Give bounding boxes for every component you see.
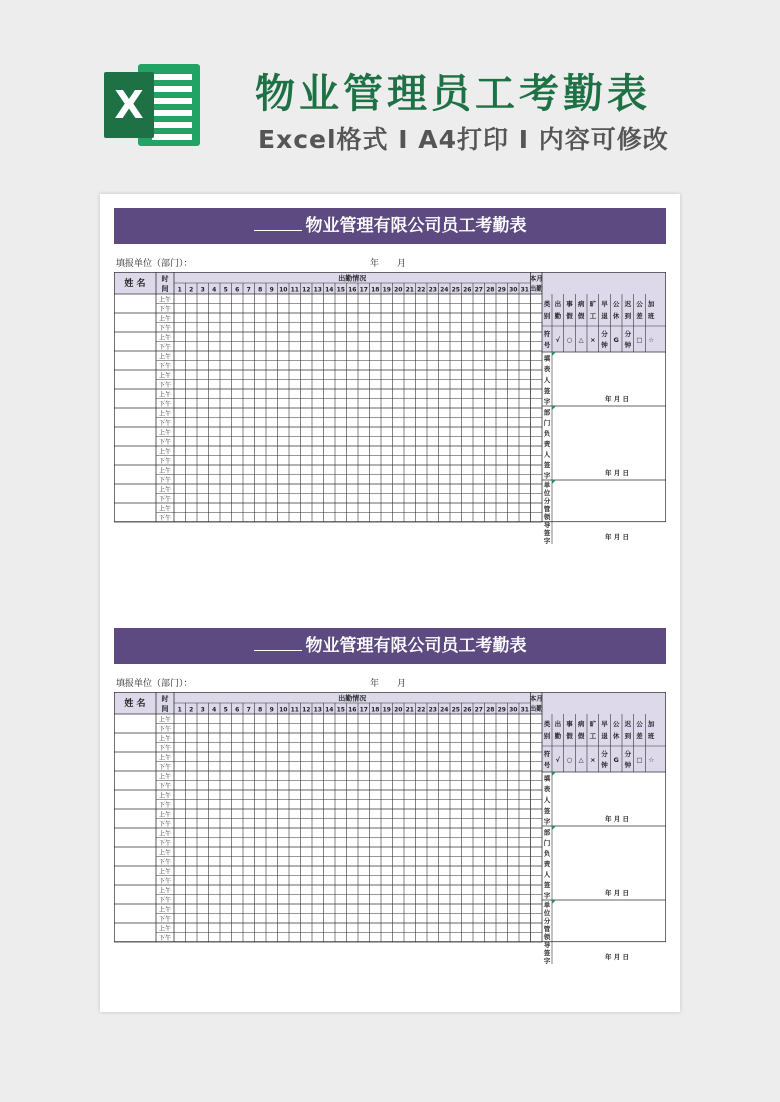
attendance-header: 出勤情况 <box>338 274 367 283</box>
symbol-label: 号 <box>543 341 551 349</box>
sign-label-char: 责 <box>543 440 551 448</box>
attendance-symbol: 分 <box>624 330 632 338</box>
day-number: 3 <box>200 286 205 294</box>
category-name: 勤 <box>554 732 562 740</box>
sign-label-char: 领 <box>543 513 551 521</box>
page-title: 物业管理员工考勤表 <box>255 71 651 117</box>
category-name: 到 <box>624 732 632 740</box>
day-number: 6 <box>235 286 240 294</box>
sign-label-char: 位 <box>543 489 551 497</box>
day-number: 20 <box>394 286 403 294</box>
sign-date: 年 月 日 <box>604 953 630 961</box>
day-number: 24 <box>440 286 449 294</box>
day-number: 21 <box>405 286 414 294</box>
attendance-symbol: △ <box>578 336 584 344</box>
category-name: 差 <box>636 312 643 320</box>
am-label: 上午 <box>158 296 172 304</box>
sign-label-char: 责 <box>543 860 551 868</box>
category-name: 旷 <box>589 300 597 308</box>
day-number: 17 <box>359 706 368 714</box>
day-number: 26 <box>463 706 472 714</box>
sign-label-char: 单 <box>543 481 551 489</box>
attendance-sheet <box>114 208 666 584</box>
category-name: 早 <box>601 300 608 308</box>
day-number: 5 <box>223 286 228 294</box>
category-name: 休 <box>612 312 620 320</box>
am-label: 上午 <box>158 334 172 342</box>
am-label: 上午 <box>158 315 172 323</box>
sign-label-char: 人 <box>543 450 551 459</box>
sign-label-char: 签 <box>543 529 551 537</box>
pm-label: 下午 <box>158 477 172 484</box>
am-label: 上午 <box>158 353 172 361</box>
day-number: 25 <box>451 286 460 294</box>
am-label: 上午 <box>158 849 172 857</box>
am-label: 上午 <box>158 505 172 513</box>
attendance-symbol: □ <box>636 336 643 344</box>
category-name: 加 <box>647 720 655 728</box>
sign-date: 年 月 日 <box>604 533 630 541</box>
pm-label: 下午 <box>158 401 172 408</box>
am-label: 上午 <box>158 735 172 743</box>
day-number: 1 <box>177 706 182 714</box>
name-header: 姓 名 <box>124 699 146 709</box>
category-name: 事 <box>566 720 573 728</box>
month-header: 出勤 <box>529 284 543 293</box>
day-number: 4 <box>212 706 217 714</box>
category-name: 病 <box>577 300 585 308</box>
attendance-symbol: √ <box>555 756 561 764</box>
day-number: 13 <box>313 706 322 714</box>
sign-label-char: 字 <box>543 817 551 826</box>
sheet-title-text: 物业管理有限公司员工考勤表 <box>305 216 527 236</box>
sign-label-char: 单 <box>543 901 551 909</box>
day-number: 7 <box>246 706 251 714</box>
pm-label: 下午 <box>158 439 172 446</box>
attendance-symbol: 分 <box>601 330 608 338</box>
category-name: 到 <box>624 312 632 320</box>
cell-flag-icon <box>552 406 556 410</box>
year-month-label: 年 月 <box>370 679 407 689</box>
am-label: 上午 <box>158 391 172 399</box>
attendance-symbol: × <box>590 336 596 344</box>
symbol-label: 号 <box>543 761 551 769</box>
attendance-symbol: ○ <box>566 756 573 764</box>
sign-label-char: 导 <box>543 521 551 529</box>
pm-label: 下午 <box>158 897 172 904</box>
pm-label: 下午 <box>158 802 172 809</box>
sign-label-char: 字 <box>543 471 551 480</box>
logo-letter: X <box>114 83 144 127</box>
day-number: 23 <box>428 706 437 714</box>
category-name: 差 <box>636 732 643 740</box>
day-number: 9 <box>269 286 274 294</box>
day-number: 31 <box>520 286 529 294</box>
day-number: 25 <box>451 706 460 714</box>
attendance-symbol: 钟 <box>624 761 632 769</box>
day-number: 26 <box>463 286 472 294</box>
attendance-symbol: 分 <box>601 750 608 758</box>
pm-label: 下午 <box>158 821 172 828</box>
day-number: 7 <box>246 286 251 294</box>
pm-label: 下午 <box>158 859 172 866</box>
category-name: 假 <box>566 312 573 320</box>
year-month-label: 年 月 <box>370 259 407 269</box>
day-number: 6 <box>235 706 240 714</box>
day-number: 8 <box>258 286 263 294</box>
category-name: 公 <box>636 300 643 308</box>
unit-label: 填报单位（部门）： <box>116 679 193 689</box>
category-name: 退 <box>601 312 608 320</box>
day-number: 17 <box>359 286 368 294</box>
sign-label-char: 负 <box>543 849 551 858</box>
day-number: 23 <box>428 286 437 294</box>
attendance-symbol: 钟 <box>601 761 608 769</box>
sheet-title-text: 物业管理有限公司员工考勤表 <box>305 636 527 656</box>
sign-label-char: 位 <box>543 909 551 917</box>
sign-label-char: 门 <box>543 838 551 847</box>
sign-label-char: 签 <box>543 881 551 890</box>
category-name: 加 <box>647 300 655 308</box>
category-name: 退 <box>601 732 608 740</box>
pm-label: 下午 <box>158 306 172 313</box>
cell-flag-icon <box>552 480 556 484</box>
day-number: 24 <box>440 706 449 714</box>
day-number: 29 <box>497 286 506 294</box>
title-blank <box>254 216 302 231</box>
pm-label: 下午 <box>158 458 172 465</box>
time-header: 时 <box>161 695 169 703</box>
day-number: 20 <box>394 706 403 714</box>
day-number: 14 <box>325 286 334 294</box>
attendance-grid <box>114 272 666 584</box>
cell-flag-icon <box>552 826 556 830</box>
day-number: 30 <box>509 706 518 714</box>
sign-label-char: 表 <box>543 365 551 374</box>
category-name: 事 <box>566 300 573 308</box>
category-label: 别 <box>543 732 551 740</box>
am-label: 上午 <box>158 486 172 494</box>
pm-label: 下午 <box>158 916 172 923</box>
sign-label-char: 负 <box>543 429 551 438</box>
pm-label: 下午 <box>158 363 172 370</box>
am-label: 上午 <box>158 754 172 762</box>
cell-flag-icon <box>552 772 556 776</box>
pm-label: 下午 <box>158 783 172 790</box>
sign-date: 年 月 日 <box>604 469 630 477</box>
category-name: 出 <box>554 300 562 308</box>
attendance-symbol: ☆ <box>648 336 655 344</box>
day-number: 16 <box>348 706 357 714</box>
symbol-label: 符 <box>543 330 551 338</box>
day-number: 19 <box>382 286 391 294</box>
day-number: 14 <box>325 706 334 714</box>
cell-flag-icon <box>552 900 556 904</box>
am-label: 上午 <box>158 716 172 724</box>
pm-label: 下午 <box>158 325 172 332</box>
sign-label-char: 签 <box>543 461 551 470</box>
day-number: 19 <box>382 706 391 714</box>
attendance-symbol: 钟 <box>601 341 608 349</box>
day-number: 10 <box>279 706 288 714</box>
day-number: 28 <box>486 286 495 294</box>
sign-label-char: 字 <box>543 537 551 545</box>
sign-label-char: 人 <box>543 376 551 384</box>
category-name: 工 <box>589 732 597 740</box>
day-number: 12 <box>302 286 311 294</box>
sign-date: 年 月 日 <box>604 815 630 823</box>
day-number: 18 <box>371 286 380 294</box>
day-number: 31 <box>520 706 529 714</box>
attendance-symbol: 分 <box>624 750 632 758</box>
sign-label-char: 字 <box>543 397 551 406</box>
day-number: 9 <box>269 706 274 714</box>
sign-label-char: 人 <box>543 796 551 804</box>
day-number: 22 <box>417 286 426 294</box>
page-subtitle: Excel格式 I A4打印 I 内容可修改 <box>258 125 669 154</box>
am-label: 上午 <box>158 830 172 838</box>
day-number: 27 <box>474 286 483 294</box>
pm-label: 下午 <box>158 382 172 389</box>
pm-label: 下午 <box>158 420 172 427</box>
am-label: 上午 <box>158 925 172 933</box>
attendance-symbol: ○ <box>566 336 573 344</box>
attendance-sheet <box>114 628 666 1004</box>
sign-label-char: 分 <box>543 917 551 925</box>
sign-label-char: 管 <box>543 925 551 933</box>
day-number: 5 <box>223 706 228 714</box>
day-number: 2 <box>189 706 194 714</box>
sheet-title <box>114 208 666 244</box>
month-header: 本月 <box>529 694 543 703</box>
am-label: 上午 <box>158 868 172 876</box>
sign-label-char: 签 <box>543 949 551 957</box>
sign-label-char: 填 <box>543 354 551 363</box>
attendance-symbol: □ <box>636 756 643 764</box>
excel-icon <box>104 60 204 150</box>
day-number: 15 <box>336 286 345 294</box>
attendance-symbol: × <box>590 756 596 764</box>
day-number: 21 <box>405 706 414 714</box>
day-number: 15 <box>336 706 345 714</box>
category-name: 工 <box>589 312 597 320</box>
month-header: 本月 <box>529 274 543 283</box>
am-label: 上午 <box>158 906 172 914</box>
day-number: 3 <box>200 706 205 714</box>
attendance-symbol: ☆ <box>648 756 655 764</box>
category-label: 类 <box>543 300 551 308</box>
am-label: 上午 <box>158 448 172 456</box>
sign-label-char: 领 <box>543 933 551 941</box>
sign-label-char: 字 <box>543 891 551 900</box>
category-name: 班 <box>647 732 655 740</box>
category-name: 公 <box>612 300 620 308</box>
pm-label: 下午 <box>158 344 172 351</box>
day-number: 27 <box>474 706 483 714</box>
category-name: 病 <box>577 720 585 728</box>
day-number: 13 <box>313 286 322 294</box>
day-number: 10 <box>279 286 288 294</box>
sign-date: 年 月 日 <box>604 395 630 403</box>
sign-label-char: 签 <box>543 386 551 395</box>
day-number: 11 <box>290 706 299 714</box>
pm-label: 下午 <box>158 878 172 885</box>
cell-flag-icon <box>552 352 556 356</box>
category-name: 旷 <box>589 720 597 728</box>
pm-label: 下午 <box>158 496 172 503</box>
sign-label-char: 部 <box>543 828 551 837</box>
day-number: 16 <box>348 286 357 294</box>
category-name: 假 <box>577 312 585 320</box>
am-label: 上午 <box>158 467 172 475</box>
header-fill <box>542 272 666 294</box>
day-number: 12 <box>302 706 311 714</box>
pm-label: 下午 <box>158 764 172 771</box>
am-label: 上午 <box>158 887 172 895</box>
category-name: 早 <box>601 720 608 728</box>
attendance-symbol: 钟 <box>624 341 632 349</box>
attendance-symbol: G <box>613 336 619 344</box>
pm-label: 下午 <box>158 515 172 522</box>
sign-label-char: 管 <box>543 505 551 513</box>
sign-label-char: 部 <box>543 408 551 417</box>
sign-label-char: 导 <box>543 941 551 949</box>
am-label: 上午 <box>158 792 172 800</box>
am-label: 上午 <box>158 811 172 819</box>
attendance-symbol: √ <box>555 336 561 344</box>
am-label: 上午 <box>158 410 172 418</box>
sign-date: 年 月 日 <box>604 889 630 897</box>
title-blank <box>254 636 302 651</box>
sign-label-char: 签 <box>543 806 551 815</box>
day-number: 11 <box>290 286 299 294</box>
day-number: 18 <box>371 706 380 714</box>
header-fill <box>542 692 666 714</box>
day-number: 1 <box>177 286 182 294</box>
day-number: 2 <box>189 286 194 294</box>
symbol-label: 符 <box>543 750 551 758</box>
day-number: 30 <box>509 286 518 294</box>
sign-label-char: 门 <box>543 418 551 427</box>
time-header: 间 <box>161 705 169 713</box>
category-name: 班 <box>647 312 655 320</box>
time-header: 时 <box>161 275 169 283</box>
category-name: 公 <box>612 720 620 728</box>
am-label: 上午 <box>158 429 172 437</box>
day-number: 8 <box>258 706 263 714</box>
pm-label: 下午 <box>158 726 172 733</box>
sheet-title <box>114 628 666 664</box>
sign-label-char: 人 <box>543 870 551 879</box>
name-header: 姓 名 <box>124 279 146 289</box>
attendance-grid <box>114 692 666 1004</box>
category-name: 假 <box>566 732 573 740</box>
pm-label: 下午 <box>158 840 172 847</box>
unit-label: 填报单位（部门）： <box>116 259 193 269</box>
sign-label-char: 字 <box>543 957 551 965</box>
day-number: 22 <box>417 706 426 714</box>
category-name: 迟 <box>624 720 632 728</box>
category-label: 别 <box>543 312 551 320</box>
paper <box>100 194 680 1012</box>
pm-label: 下午 <box>158 935 172 942</box>
category-label: 类 <box>543 720 551 728</box>
day-number: 28 <box>486 706 495 714</box>
day-number: 4 <box>212 286 217 294</box>
day-number: 29 <box>497 706 506 714</box>
category-name: 迟 <box>624 300 632 308</box>
category-name: 公 <box>636 720 643 728</box>
sign-label-char: 填 <box>543 774 551 783</box>
attendance-symbol: △ <box>578 756 584 764</box>
sign-label-char: 表 <box>543 785 551 794</box>
category-name: 假 <box>577 732 585 740</box>
attendance-header: 出勤情况 <box>338 694 367 703</box>
category-name: 休 <box>612 732 620 740</box>
pm-label: 下午 <box>158 745 172 752</box>
time-header: 间 <box>161 285 169 293</box>
am-label: 上午 <box>158 372 172 380</box>
sign-label-char: 分 <box>543 497 551 505</box>
am-label: 上午 <box>158 773 172 781</box>
month-header: 出勤 <box>529 704 543 713</box>
category-name: 出 <box>554 720 562 728</box>
category-name: 勤 <box>554 312 562 320</box>
attendance-symbol: G <box>613 756 619 764</box>
